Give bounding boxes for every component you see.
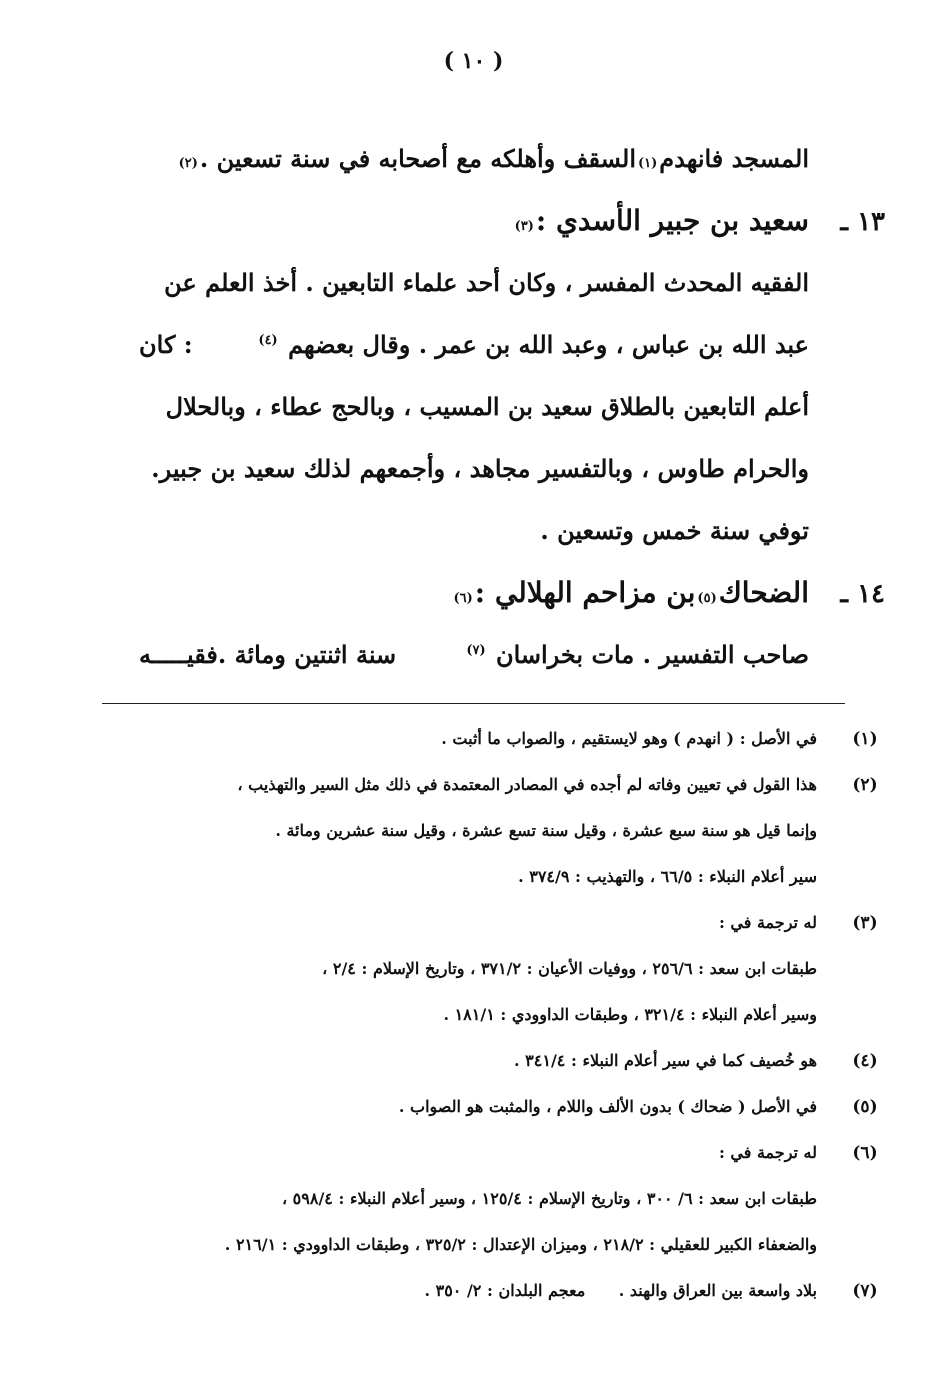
footnote-ref-7[interactable]: (٧) [466, 643, 486, 658]
footnote-2 [117, 762, 878, 900]
footnote-number: (٤) [852, 1051, 878, 1071]
footnote-number: (٢) [852, 775, 878, 795]
body-line: الفقيه المحدث المفسر ، وكان أحد علماء التابعين . أخذ العلم عن [164, 268, 809, 297]
body-text: صاحب التفسير . مات بخراسان [495, 640, 809, 669]
body-line [139, 314, 809, 376]
entry-name: الضحاك [718, 576, 809, 609]
footnote-text: سير أعلام النبلاء : ٦٦/٥ ، والتهذيب : ٣٧٤/٩ . [518, 867, 817, 886]
footnote-text: في الأصل ( ضحاك ) بدون الألف واللام ، والمثبت هو الصواب . [398, 1097, 817, 1116]
page-number: ( ١٠ ) [443, 48, 504, 74]
footnote-4 [117, 1038, 878, 1084]
footnote-ref-4[interactable]: (٤) [258, 333, 278, 348]
footnote-number: (٦) [852, 1143, 878, 1163]
main-body [139, 128, 885, 686]
footnote-text: طبقات ابن سعد : ٦/ ٣٠٠ ، وتاريخ الإسلام : ١٢٥/٤ ، وسير أعلام النبلاء : ٥٩٨/٤ ، [281, 1189, 817, 1208]
footnote-text: بلاد واسعة بين العراق والهند . معجم البلدان : ٢/ ٣٥٠ . [424, 1281, 817, 1300]
entry-name: بن مزاحم الهلالي : [474, 576, 696, 609]
footnote-7 [117, 1268, 878, 1314]
body-line: أعلم التابعين بالطلاق سعيد بن المسيب ، وبالحج عطاء ، وبالحلال [165, 392, 809, 421]
footnote-text: وسير أعلام النبلاء : ٣٢١/٤ ، وطبقات الداوودي : ١٨١/١ . [443, 1005, 817, 1024]
footnote-text: في الأصل : ( انهدم ) وهو لايستقيم ، والصواب ما أثبت . [441, 729, 817, 748]
footnote-number: (٥) [852, 1097, 878, 1117]
body-text: السقف وأهلكه مع أصحابه في سنة تسعين . [199, 144, 636, 173]
body-line: توفي سنة خمس وتسعين . [540, 516, 809, 545]
body-text: عبد الله بن عباس ، وعبد الله بن عمر . وقال بعضهم [288, 330, 809, 359]
body-text: سنة اثنتين ومائة .فقيـــــه [139, 640, 397, 669]
footnote-number: (٧) [852, 1281, 878, 1301]
entry-number: ١٤ ـ [840, 579, 885, 609]
footnote-text: هو خُصيف كما في سير أعلام النبلاء : ٣٤١/٤ . [514, 1051, 817, 1070]
body-text: : كان [139, 330, 193, 359]
footnote-text: طبقات ابن سعد : ٢٥٦/٦ ، ووفيات الأعيان : ٣٧١/٢ ، وتاريخ الإسلام : ٢/٤ ، [322, 959, 817, 978]
entry-name: سعيد بن جبير الأسدي : [535, 204, 809, 237]
body-line [139, 624, 809, 686]
footnote-6 [117, 1130, 878, 1268]
footnote-3 [117, 900, 878, 1038]
body-text: المسجد فانهدم [659, 144, 809, 173]
entry-13-heading: ١٣ ـ سعيد بن جبير الأسدي : (٣) [139, 190, 885, 252]
footnotes [117, 716, 878, 1314]
footnote-text: له ترجمة في : [718, 913, 817, 932]
footnote-text: والضعفاء الكبير للعقيلي : ٢١٨/٢ ، وميزان الإعتدال : ٣٢٥/٢ ، وطبقات الداوودي : ٢١٦/١ . [224, 1235, 817, 1254]
footnote-text: له ترجمة في : [718, 1143, 817, 1162]
body-line-1: المسجد فانهدم (١) السقف وأهلكه مع أصحابه في سنة تسعين . (٢) [139, 128, 809, 190]
footnote-separator [102, 703, 845, 704]
footnote-number: (٣) [852, 913, 878, 933]
entry-14-heading: ١٤ ـ الضحاك (٥) بن مزاحم الهلالي : (٦) [139, 562, 885, 624]
footnote-text: وإنما قيل هو سنة سبع عشرة ، وقيل سنة تسع عشرة ، وقيل سنة عشرين ومائة . [275, 821, 817, 840]
body-line: والحرام طاوس ، وبالتفسير مجاهد ، وأجمعهم لذلك سعيد بن جبير. [151, 454, 809, 483]
footnote-1 [117, 716, 878, 762]
footnote-number: (١) [852, 729, 878, 749]
footnote-text: هذا القول في تعيين وفاته لم أجده في المصادر المعتمدة في ذلك مثل السير والتهذيب ، [237, 775, 817, 794]
footnote-5 [117, 1084, 878, 1130]
entry-number: ١٣ ـ [840, 207, 885, 237]
